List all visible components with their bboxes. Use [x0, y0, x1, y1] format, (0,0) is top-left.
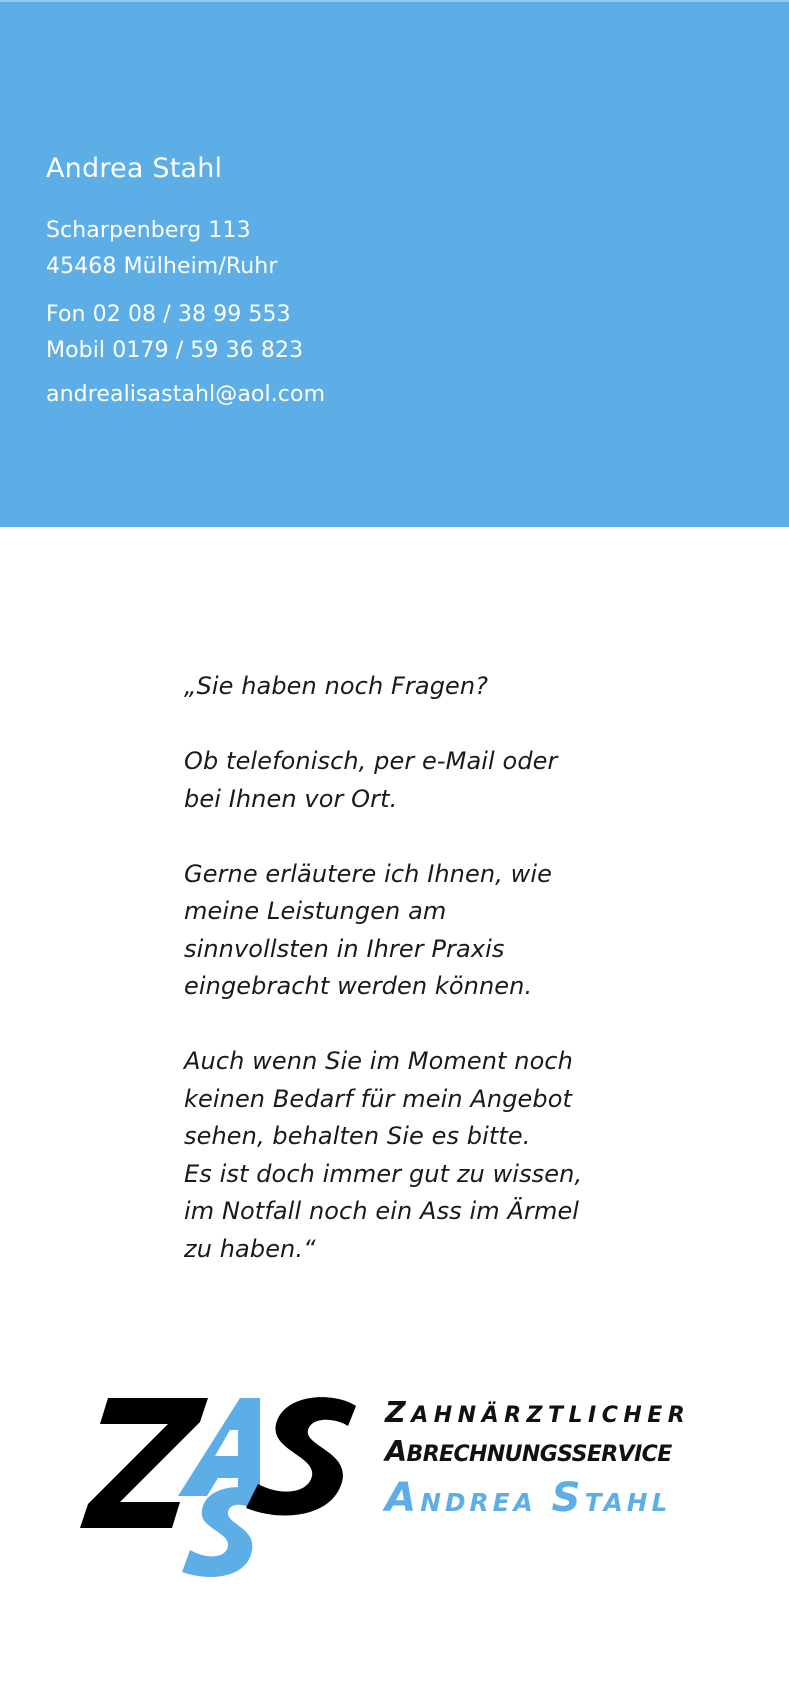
quote-line: bei Ihnen vor Ort.	[184, 784, 398, 813]
quote-line: zu haben.“	[184, 1234, 316, 1263]
contact-name: Andrea Stahl	[46, 153, 223, 184]
quote-line: Es ist doch immer gut zu wissen,	[184, 1159, 583, 1188]
quote-paragraph	[184, 668, 644, 706]
quote-line: „Sie haben noch Fragen?	[184, 672, 489, 700]
brand-line-3: ANDREA STAHL	[385, 1474, 672, 1521]
quote-line: sinnvollsten in Ihrer Praxis	[184, 934, 505, 963]
logo-letter-z	[80, 1398, 208, 1528]
quote-line: Gerne erläutere ich Ihnen, wie	[184, 859, 552, 888]
contact-block	[46, 152, 325, 413]
brand-line-1: ZAHNÄRZTLICHER	[385, 1395, 691, 1429]
quote-line: eingebracht werden können.	[184, 972, 533, 1000]
quote-line: meine Leistungen am	[184, 897, 447, 925]
brand-wordmark	[385, 1395, 691, 1521]
logo-letter-s-blue	[182, 1487, 256, 1577]
quote-line: Auch wenn Sie im Moment noch	[184, 1047, 573, 1075]
quote-paragraph	[184, 856, 644, 1006]
contact-panel	[0, 0, 789, 527]
contact-city: 45468 Mülheim/Ruhr	[46, 254, 278, 279]
quote-block	[184, 668, 644, 1268]
quote-line: keinen Bedarf für mein Angebot	[184, 1084, 573, 1113]
contact-email[interactable]: andrealisastahl@aol.com	[46, 382, 326, 407]
zas-logo-icon	[80, 1390, 360, 1590]
quote-line: Ob telefonisch, per e-Mail oder	[184, 747, 558, 775]
quote-line: sehen, behalten Sie es bitte.	[184, 1122, 531, 1150]
quote-paragraph	[184, 1043, 644, 1268]
logo-letter-s-black	[246, 1397, 356, 1515]
contact-phone: Fon 02 08 / 38 99 553	[46, 302, 291, 327]
quote-paragraph	[184, 743, 644, 818]
contact-street: Scharpenberg 113	[46, 218, 251, 243]
brand-line-2: ABRECHNUNGSSERVICE	[385, 1434, 672, 1468]
contact-mobile: Mobil 0179 / 59 36 823	[46, 338, 304, 363]
quote-line: im Notfall noch ein Ass im Ärmel	[184, 1197, 580, 1225]
